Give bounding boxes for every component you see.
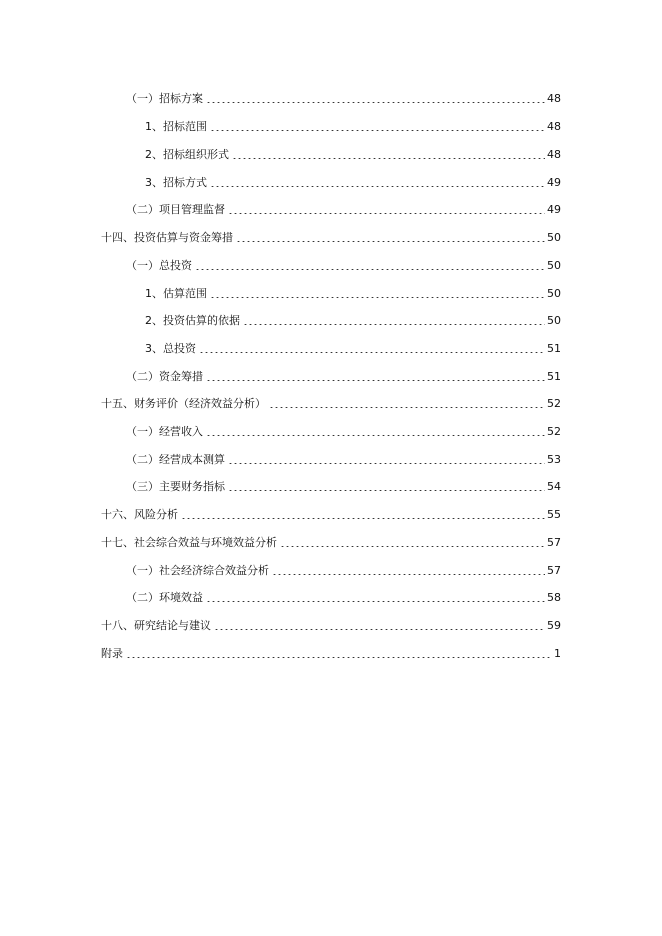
toc-entry-title: （一）经营收入 <box>126 425 203 438</box>
toc-entry-page: 53 <box>547 453 561 466</box>
toc-entry-title: 十八、研究结论与建议 <box>101 619 211 632</box>
toc-entry-title: （一）社会经济综合效益分析 <box>126 564 269 577</box>
toc-entry-title: （二）资金筹措 <box>126 370 203 383</box>
toc-dot-leader <box>210 130 545 131</box>
toc-entry-title: 2、投资估算的依据 <box>145 314 240 327</box>
toc-entry-page: 51 <box>547 370 561 383</box>
toc-entry-page: 50 <box>547 314 561 327</box>
toc-entry-title: 附录 <box>101 647 123 660</box>
toc-dot-leader <box>236 241 545 242</box>
toc-entry[interactable] <box>145 281 561 301</box>
toc-entry-title: （三）主要财务指标 <box>126 480 225 493</box>
toc-dot-leader <box>206 435 545 436</box>
toc-entry[interactable] <box>126 447 561 467</box>
toc-dot-leader <box>210 297 545 298</box>
toc-entry-title: （二）环境效益 <box>126 591 203 604</box>
toc-entry-page: 57 <box>547 536 561 549</box>
toc-entry[interactable] <box>145 114 561 134</box>
toc-dot-leader <box>206 601 545 602</box>
toc-entry-title: （二）经营成本测算 <box>126 453 225 466</box>
toc-dot-leader <box>228 213 545 214</box>
toc-dot-leader <box>232 158 545 159</box>
toc-entry-page: 49 <box>547 203 561 216</box>
toc-entry-page: 50 <box>547 231 561 244</box>
toc-dot-leader <box>210 186 545 187</box>
toc-entry[interactable] <box>101 641 561 661</box>
toc-entry-title: 3、招标方式 <box>145 176 207 189</box>
toc-entry-title: 十四、投资估算与资金筹措 <box>101 231 233 244</box>
toc-entry-title: （一）总投资 <box>126 259 192 272</box>
toc-dot-leader <box>243 324 545 325</box>
toc-entry-title: 3、总投资 <box>145 342 196 355</box>
toc-entry[interactable] <box>145 336 561 356</box>
toc-entry[interactable] <box>126 197 561 217</box>
toc-dot-leader <box>206 380 545 381</box>
toc-dot-leader <box>269 407 545 408</box>
toc-entry[interactable] <box>101 613 561 633</box>
toc-dot-leader <box>272 574 545 575</box>
toc-entry-page: 58 <box>547 591 561 604</box>
toc-entry[interactable] <box>101 502 561 522</box>
toc-entry[interactable] <box>126 558 561 578</box>
toc-entry-page: 51 <box>547 342 561 355</box>
toc-entry-page: 1 <box>554 647 561 660</box>
toc-entry[interactable] <box>126 364 561 384</box>
toc-entry[interactable] <box>126 86 561 106</box>
toc-entry[interactable] <box>145 170 561 190</box>
toc-entry-page: 54 <box>547 480 561 493</box>
toc-dot-leader <box>126 657 552 658</box>
toc-entry-title: 十五、财务评价（经济效益分析） <box>101 397 266 410</box>
toc-entry[interactable] <box>101 530 561 550</box>
toc-entry[interactable] <box>145 308 561 328</box>
toc-entry[interactable] <box>126 585 561 605</box>
toc-entry[interactable] <box>126 474 561 494</box>
toc-entry-title: （二）项目管理监督 <box>126 203 225 216</box>
toc-entry-title: 1、估算范围 <box>145 287 207 300</box>
toc-entry-page: 49 <box>547 176 561 189</box>
toc-entry-title: 十六、风险分析 <box>101 508 178 521</box>
toc-entry-page: 50 <box>547 259 561 272</box>
toc-dot-leader <box>214 629 545 630</box>
toc-entry-page: 52 <box>547 397 561 410</box>
toc-entry-page: 59 <box>547 619 561 632</box>
toc-entry[interactable] <box>101 225 561 245</box>
toc-entry-page: 55 <box>547 508 561 521</box>
toc-dot-leader <box>280 546 545 547</box>
toc-entry-page: 57 <box>547 564 561 577</box>
toc-entry-page: 50 <box>547 287 561 300</box>
toc-dot-leader <box>206 102 545 103</box>
toc-dot-leader <box>199 352 545 353</box>
toc-entry[interactable] <box>101 391 561 411</box>
toc-dot-leader <box>228 463 545 464</box>
toc-entry-page: 52 <box>547 425 561 438</box>
toc-entry-page: 48 <box>547 148 561 161</box>
toc-entry-title: 2、招标组织形式 <box>145 148 229 161</box>
toc-dot-leader <box>228 490 545 491</box>
toc-entry-page: 48 <box>547 92 561 105</box>
toc-entry-title: 十七、社会综合效益与环境效益分析 <box>101 536 277 549</box>
toc-dot-leader <box>181 518 545 519</box>
toc-entry-title: 1、招标范围 <box>145 120 207 133</box>
toc-entry[interactable] <box>126 253 561 273</box>
toc-entry[interactable] <box>126 419 561 439</box>
toc-entry-title: （一）招标方案 <box>126 92 203 105</box>
toc-dot-leader <box>195 269 545 270</box>
toc-entry[interactable] <box>145 142 561 162</box>
toc-entry-page: 48 <box>547 120 561 133</box>
